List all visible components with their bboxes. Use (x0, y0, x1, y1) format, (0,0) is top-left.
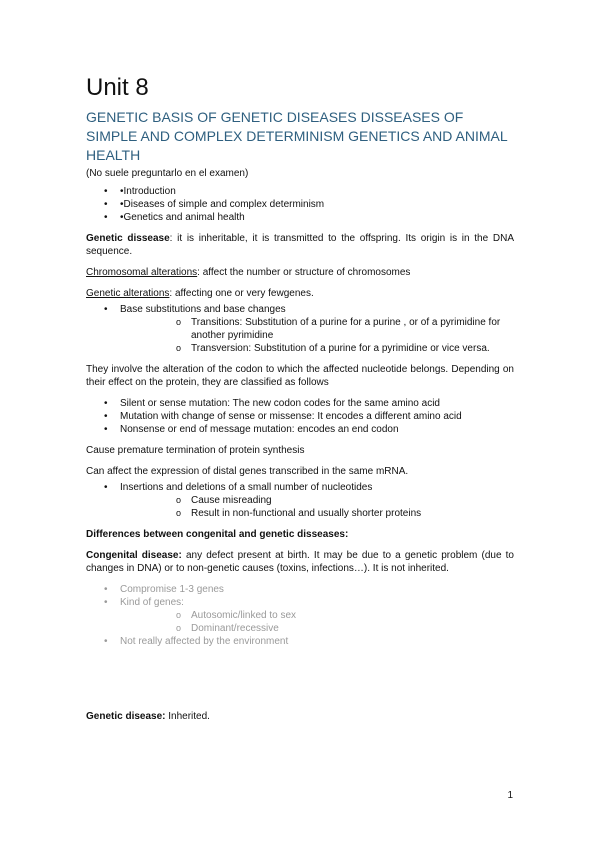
chromosomal-alterations: Chromosomal alterations: affect the number or structure of chromosomes (86, 267, 411, 278)
exam-note: (No suele preguntarlo en el examen) (86, 168, 249, 179)
list-item: • •Genetics and animal health (104, 212, 245, 223)
unit-subtitle: GENETIC BASIS OF GENETIC DISEASES DISSEASES OF SIMPLE AND COMPLEX DETERMINISM GENETICS AND ANIMAL HEALTH (86, 109, 508, 163)
list-item: • Base substitutions and base changes o Transitions: Substitution of a purine for a purine , or of a pyrimidine for another pyrimidine o Transversion: Substitution of a purine for a pyrimidine or vice versa. (86, 303, 514, 355)
genetic-disease-inherited: Genetic disease: Inherited. (86, 711, 210, 722)
indels-list (86, 481, 514, 520)
congenital-features-list (86, 583, 514, 648)
toc-list (86, 185, 514, 224)
genetic-alterations: Genetic alterations: affecting one or very fewgenes. (86, 288, 314, 299)
sub-list (120, 494, 514, 520)
mutations-list (86, 397, 514, 436)
list-item: • Nonsense or end of message mutation: encodes an end codon (104, 424, 399, 435)
alterations-list (86, 303, 514, 355)
list-item: o Transversion: Substitution of a purine for a pyrimidine or vice versa. (176, 343, 490, 354)
spacer (86, 656, 514, 710)
list-item: o Result in non-functional and usually shorter proteins (176, 508, 422, 519)
document-body (86, 74, 514, 731)
list-item: o Dominant/recessive (176, 623, 279, 634)
list-item: • Compromise 1-3 genes (104, 584, 224, 595)
list-item: o Autosomic/linked to sex (176, 610, 297, 621)
list-item: • •Introduction (104, 186, 176, 197)
sub-list (120, 609, 514, 635)
distal-genes: Can affect the expression of distal genes transcribed in the same mRNA. (86, 466, 409, 477)
page-number: 1 (507, 790, 513, 801)
congenital-definition: Congenital disease: any defect present at birth. It may be due to a genetic problem (due to changes in DNA) or to non-genetic causes (toxins, infections…). It is not inherited. (86, 550, 514, 574)
list-item: o Transitions: Substitution of a purine for a purine , or of a pyrimidine for another pyrimidine (176, 317, 501, 341)
differences-heading: Differences between congenital and genetic disseases: (86, 529, 349, 540)
sub-list (120, 316, 514, 355)
list-item: o Cause misreading (176, 495, 272, 506)
unit-title: Unit 8 (86, 74, 149, 101)
list-item: • Silent or sense mutation: The new codon codes for the same amino acid (104, 398, 440, 409)
genetic-disease-definition: Genetic dissease: it is inheritable, it is transmitted to the offspring. Its origin is in the DNA sequence. (86, 233, 514, 257)
list-item: • •Diseases of simple and complex determinism (104, 199, 325, 210)
premature-termination: Cause premature termination of protein synthesis (86, 445, 305, 456)
list-item: • Not really affected by the environment (104, 636, 289, 647)
list-item: • Mutation with change of sense or missense: It encodes a different amino acid (104, 411, 462, 422)
codon-paragraph: They involve the alteration of the codon to which the affected nucleotide belongs. Depending on their effect on the protein, they are classified as follows (86, 364, 514, 388)
list-item: • Kind of genes: o Autosomic/linked to sex o Dominant/recessive (86, 596, 514, 635)
list-item: • Insertions and deletions of a small number of nucleotides o Cause misreading o Result in non-functional and usually shorter proteins (86, 481, 514, 520)
